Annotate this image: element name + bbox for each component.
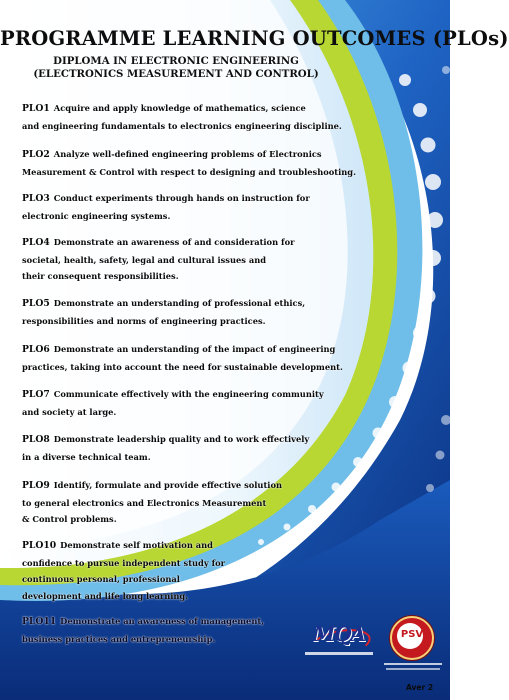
plo-code: PLO6 <box>22 344 50 355</box>
plo-item-11 <box>22 613 264 647</box>
plo-item-10 <box>22 537 225 604</box>
plo-text: Demonstrate an understanding of the impact of engineering <box>53 344 336 354</box>
plo-code: PLO4 <box>22 237 50 248</box>
plo-code: PLO8 <box>22 434 50 445</box>
plo-text: & Control problems. <box>22 514 117 524</box>
plo-text: Conduct experiments through hands on instruction for <box>53 193 310 203</box>
plo-item-2 <box>22 146 356 180</box>
plo-item-7 <box>22 386 324 420</box>
plo-text: their consequent responsibilities. <box>22 271 179 281</box>
plo-text: in a diverse technical team. <box>22 451 151 462</box>
mqa-logo-text: MQA <box>312 622 366 646</box>
plo-code: PLO9 <box>22 480 50 491</box>
plo-code: PLO2 <box>22 149 50 160</box>
plo-text: Acquire and apply knowledge of mathematics, science <box>53 103 306 113</box>
plo-item-5 <box>22 295 305 329</box>
plo-text: Communicate effectively with the engineering community <box>53 389 324 399</box>
plo-code: PLO3 <box>22 193 50 204</box>
plo-code: PLO7 <box>22 389 50 400</box>
plo-code: PLO11 <box>22 616 57 627</box>
plo-item-8 <box>22 431 309 465</box>
plo-item-6 <box>22 341 343 375</box>
plo-text: Demonstrate leadership quality and to work effectively <box>53 434 310 444</box>
plo-text: continuous personal, professional <box>22 574 180 584</box>
psv-logo-text: PSV <box>400 629 424 640</box>
plo-text: responsibilities and norms of engineering practices. <box>22 315 266 326</box>
subtitle-specialization: (ELECTRONICS MEASUREMENT AND CONTROL) <box>33 68 319 80</box>
psv-certified-logo <box>390 616 434 660</box>
plo-text: and engineering fundamentals to electronics engineering discipline. <box>22 120 342 131</box>
plo-text: confidence to pursue independent study for <box>22 557 226 568</box>
mqa-caption-bar <box>305 652 373 655</box>
plo-item-1 <box>22 100 342 134</box>
plo-code: PLO1 <box>22 103 50 114</box>
plo-text: and society at large. <box>22 406 117 417</box>
subtitle-programme: DIPLOMA IN ELECTRONIC ENGINEERING <box>53 55 299 67</box>
plo-text: business practices and entrepreneurship. <box>22 633 216 644</box>
plo-text: electronic engineering systems. <box>22 210 171 221</box>
mqa-logo <box>305 622 373 660</box>
plo-code: PLO10 <box>22 540 57 551</box>
plo-text: Analyze well-defined engineering problems of Electronics <box>53 149 322 159</box>
plo-text: societal, health, safety, legal and cultural issues and <box>22 254 267 265</box>
plo-text: to general electronics and Electronics Measurement <box>22 497 267 508</box>
plo-code: PLO5 <box>22 298 50 309</box>
plo-text: practices, taking into account the need for sustainable development. <box>22 361 343 372</box>
page-title: PROGRAMME LEARNING OUTCOMES (PLOs) <box>0 27 509 50</box>
plo-text: Demonstrate self motivation and <box>60 540 213 550</box>
plo-text: Identify, formulate and provide effective solution <box>53 480 283 490</box>
plo-text: Measurement & Control with respect to designing and troubleshooting. <box>22 166 356 177</box>
plo-item-4 <box>22 234 295 285</box>
plo-text: Demonstrate an awareness of management, <box>60 616 265 626</box>
plo-item-9 <box>22 477 282 528</box>
version-label: Aver 2 <box>406 683 434 692</box>
plo-item-3 <box>22 190 310 224</box>
psv-caption-bar <box>384 663 442 665</box>
plo-text: Demonstrate an understanding of professional ethics, <box>53 298 306 308</box>
plo-text: Demonstrate an awareness of and consideration for <box>53 237 295 247</box>
psv-caption-bar <box>386 668 440 670</box>
plo-text: development and life long learning. <box>22 590 189 601</box>
